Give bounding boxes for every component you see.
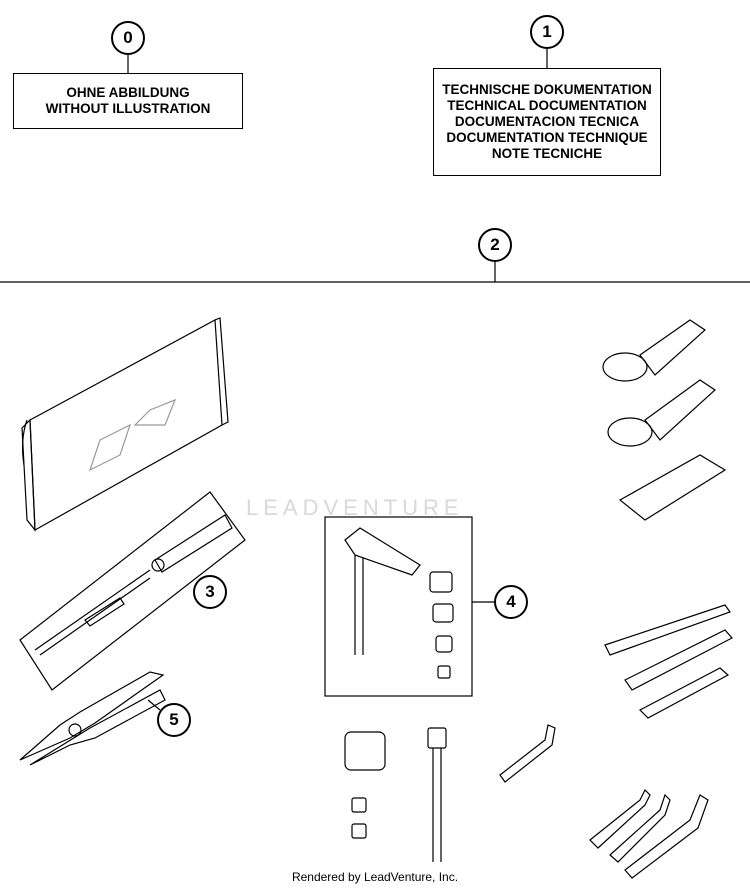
- box0-line2: WITHOUT ILLUSTRATION: [45, 101, 211, 116]
- footer-credit: Rendered by LeadVenture, Inc.: [291, 870, 459, 884]
- hex-key-set-illustration: [325, 517, 472, 696]
- callout-2[interactable]: 2: [478, 228, 512, 262]
- watermark-text: LEADVENTURE: [246, 495, 464, 520]
- pliers-illustration: [20, 672, 165, 765]
- tool-pouch-illustration: [22, 318, 228, 530]
- wrench-set-illustration: [590, 320, 732, 878]
- callout-1[interactable]: 1: [530, 15, 564, 49]
- callout-0[interactable]: 0: [111, 21, 145, 55]
- callout-4[interactable]: 4: [494, 585, 528, 619]
- box1-line3: DOCUMENTACION TECNICA: [454, 114, 640, 129]
- box1-line5: NOTE TECNICHE: [491, 146, 603, 161]
- box1-line2: TECHNICAL DOCUMENTATION: [447, 98, 647, 113]
- box1-line1: TECHNISCHE DOKUMENTATION: [442, 82, 652, 97]
- technical-documentation-label: [433, 68, 661, 176]
- without-illustration-label: [13, 73, 243, 129]
- loose-tools-illustration: [345, 725, 555, 862]
- box1-line4: DOCUMENTATION TECHNIQUE: [446, 130, 648, 145]
- callout-3[interactable]: 3: [193, 575, 227, 609]
- callout-5[interactable]: 5: [157, 703, 191, 737]
- box0-line1: OHNE ABBILDUNG: [66, 85, 190, 100]
